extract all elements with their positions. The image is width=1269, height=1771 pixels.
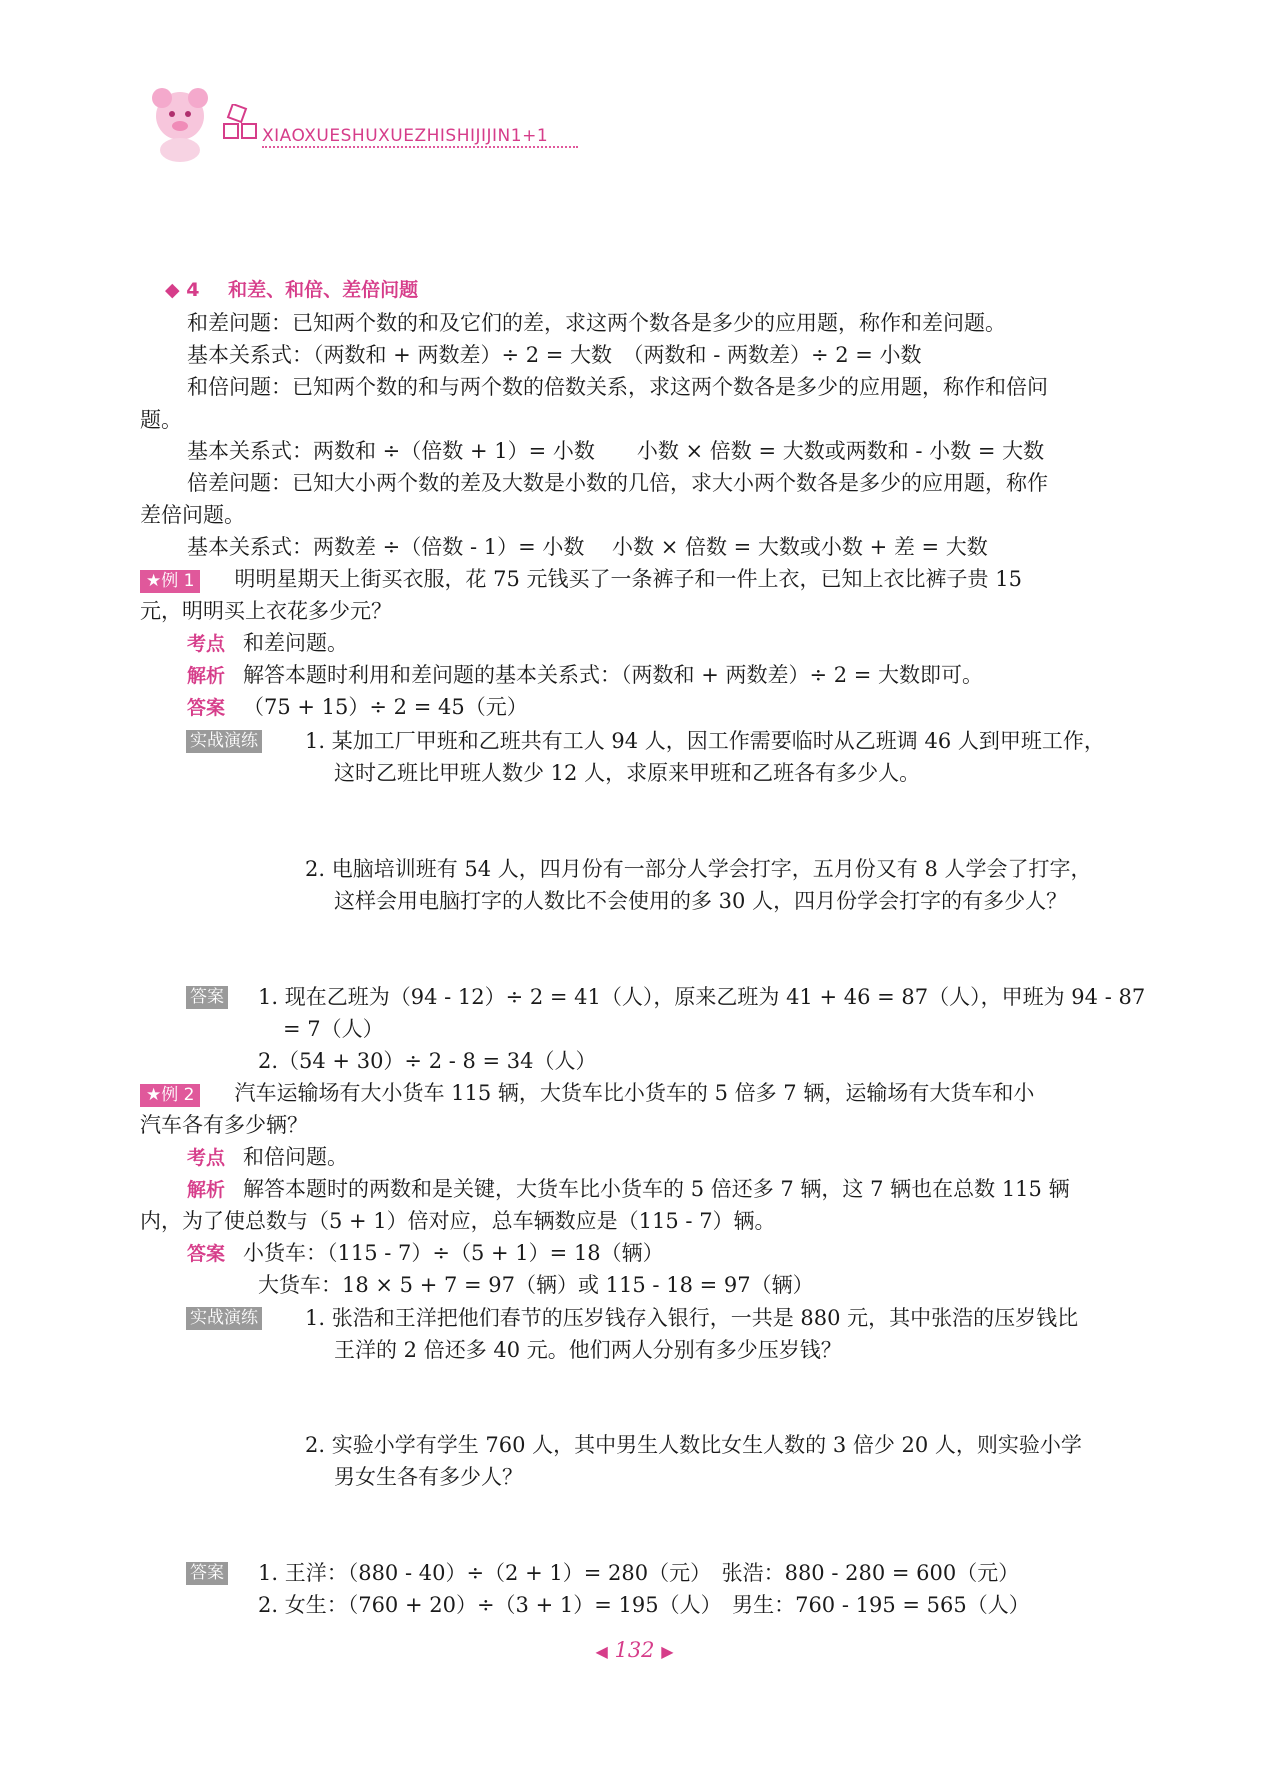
practice-line: 2. 电脑培训班有 54 人，四月份有一部分人学会打字，五月份又有 8 人学会了打字， — [305, 857, 1092, 881]
left-arrow-icon: ◀ — [595, 1642, 608, 1661]
intro-line: 题。 — [140, 408, 182, 432]
example1-question-line: 明明星期天上街买衣服，花 75 元钱买了一条裤子和一件上衣，已知上衣比裤子贵 15 — [234, 567, 1022, 591]
practice-line: 王洋的 2 倍还多 40 元。他们两人分别有多少压岁钱？ — [334, 1338, 842, 1362]
answer-line: 1. 王洋：（880 - 40）÷（2 + 1）= 280（元） 张浩：880 - 280 = 600（元） — [258, 1561, 1020, 1585]
example2-kaodian — [187, 1147, 348, 1168]
intro-line: 和差问题：已知两个数的和及它们的差，求这两个数各是多少的应用题，称作和差问题。 — [187, 311, 1006, 335]
daan-text: （75 + 15）÷ 2 = 45（元） — [243, 695, 528, 719]
example1-kaodian — [187, 633, 348, 654]
example1-jiexi — [187, 665, 983, 686]
example1-question-line: 元，明明买上衣花多少元？ — [140, 599, 392, 623]
section-number: 4 — [186, 279, 200, 301]
intro-line: 倍差问题：已知大小两个数的差及大数是小数的几倍，求大小两个数各是多少的应用题，称作 — [187, 471, 1048, 495]
kaodian-text: 和倍问题。 — [243, 1145, 349, 1169]
practice-line: 2. 实验小学有学生 760 人，其中男生人数比女生人数的 3 倍少 20 人，则实验小学 — [305, 1433, 1082, 1457]
practice-tag: 实战演练 — [186, 730, 262, 753]
answer-tag: 答案 — [186, 1562, 228, 1585]
daan-text: 大货车：18 × 5 + 7 = 97（辆）或 115 - 18 = 97（辆） — [258, 1273, 814, 1297]
section-title: 和差、和倍、差倍问题 — [228, 279, 419, 301]
kaodian-label: 考点 — [187, 1147, 226, 1169]
header-title: XIAOXUESHUXUEZHISHIJIJIN1+1 — [262, 126, 549, 146]
example1-daan — [187, 697, 528, 718]
example1-question — [140, 569, 1022, 593]
example2-question-line: 汽车各有多少辆？ — [140, 1113, 308, 1137]
letter-blocks-icon — [222, 104, 262, 144]
mascot-logo-icon — [140, 82, 222, 164]
jiexi-text: 内，为了使总数与（5 + 1）倍对应，总车辆数应是（115 - 7）辆。 — [140, 1209, 776, 1233]
jiexi-label: 解析 — [187, 1179, 226, 1201]
diamond-bullet-icon: ◆ — [165, 279, 180, 301]
answer-line: = 7（人） — [283, 1017, 384, 1041]
practice-line: 这时乙班比甲班人数少 12 人，求原来甲班和乙班各有多少人。 — [334, 761, 921, 785]
practice-tag: 实战演练 — [186, 1307, 262, 1330]
intro-line: 差倍问题。 — [140, 503, 245, 527]
example2-daan — [187, 1243, 664, 1264]
page-number-value: 132 — [614, 1638, 655, 1662]
example2-question-line: 汽车运输场有大小货车 115 辆，大货车比小货车的 5 倍多 7 辆，运输场有大货车和小 — [234, 1081, 1035, 1105]
kaodian-text: 和差问题。 — [243, 631, 349, 655]
section-heading — [165, 281, 418, 300]
answer-line: 2. 女生：（760 + 20）÷（3 + 1）= 195（人） 男生：760 - 195 = 565（人） — [258, 1593, 1030, 1617]
practice-line: 男女生各有多少人？ — [334, 1465, 523, 1489]
answer-line: 2.（54 + 30）÷ 2 - 8 = 34（人） — [258, 1049, 597, 1073]
page-number — [0, 1640, 1269, 1661]
example2-question — [140, 1083, 1034, 1107]
intro-line: 基本关系式：两数差 ÷（倍数 - 1）= 小数 小数 × 倍数 = 大数或小数 + 差 = 大数 — [187, 535, 988, 559]
example1-tag: ★例 1 — [140, 570, 200, 593]
daan-label: 答案 — [187, 697, 226, 719]
practice-line: 1. 某加工厂甲班和乙班共有工人 94 人，因工作需要临时从乙班调 46 人到甲班工作， — [305, 729, 1105, 753]
daan-label: 答案 — [187, 1243, 226, 1265]
intro-line: 和倍问题：已知两个数的和与两个数的倍数关系，求这两个数各是多少的应用题，称作和倍问 — [187, 375, 1048, 399]
jiexi-text: 解答本题时利用和差问题的基本关系式：（两数和 + 两数差）÷ 2 = 大数即可。 — [243, 663, 984, 687]
example2-jiexi — [187, 1179, 1070, 1200]
intro-line: 基本关系式：两数和 ÷（倍数 + 1）= 小数 小数 × 倍数 = 大数或两数和 - 小数 = 大数 — [187, 439, 1045, 463]
header-divider — [262, 146, 578, 148]
practice-line: 这样会用电脑打字的人数比不会使用的多 30 人，四月份学会打字的有多少人？ — [334, 889, 1068, 913]
example2-tag: ★例 2 — [140, 1084, 200, 1107]
daan-text: 小货车：（115 - 7）÷（5 + 1）= 18（辆） — [243, 1241, 664, 1265]
jiexi-text: 解答本题时的两数和是关键，大货车比小货车的 5 倍还多 7 辆，这 7 辆也在总数 115 辆 — [243, 1177, 1070, 1201]
kaodian-label: 考点 — [187, 633, 226, 655]
practice-line: 1. 张浩和王洋把他们春节的压岁钱存入银行，一共是 880 元，其中张浩的压岁钱比 — [305, 1306, 1079, 1330]
answer-tag: 答案 — [186, 986, 228, 1009]
jiexi-label: 解析 — [187, 665, 226, 687]
right-arrow-icon: ▶ — [661, 1642, 674, 1661]
intro-line: 基本关系式：（两数和 + 两数差）÷ 2 = 大数 （两数和 - 两数差）÷ 2 = 小数 — [187, 343, 922, 367]
answer-line: 1. 现在乙班为（94 - 12）÷ 2 = 41（人），原来乙班为 41 + 46 = 87（人），甲班为 94 - 87 — [258, 985, 1146, 1009]
